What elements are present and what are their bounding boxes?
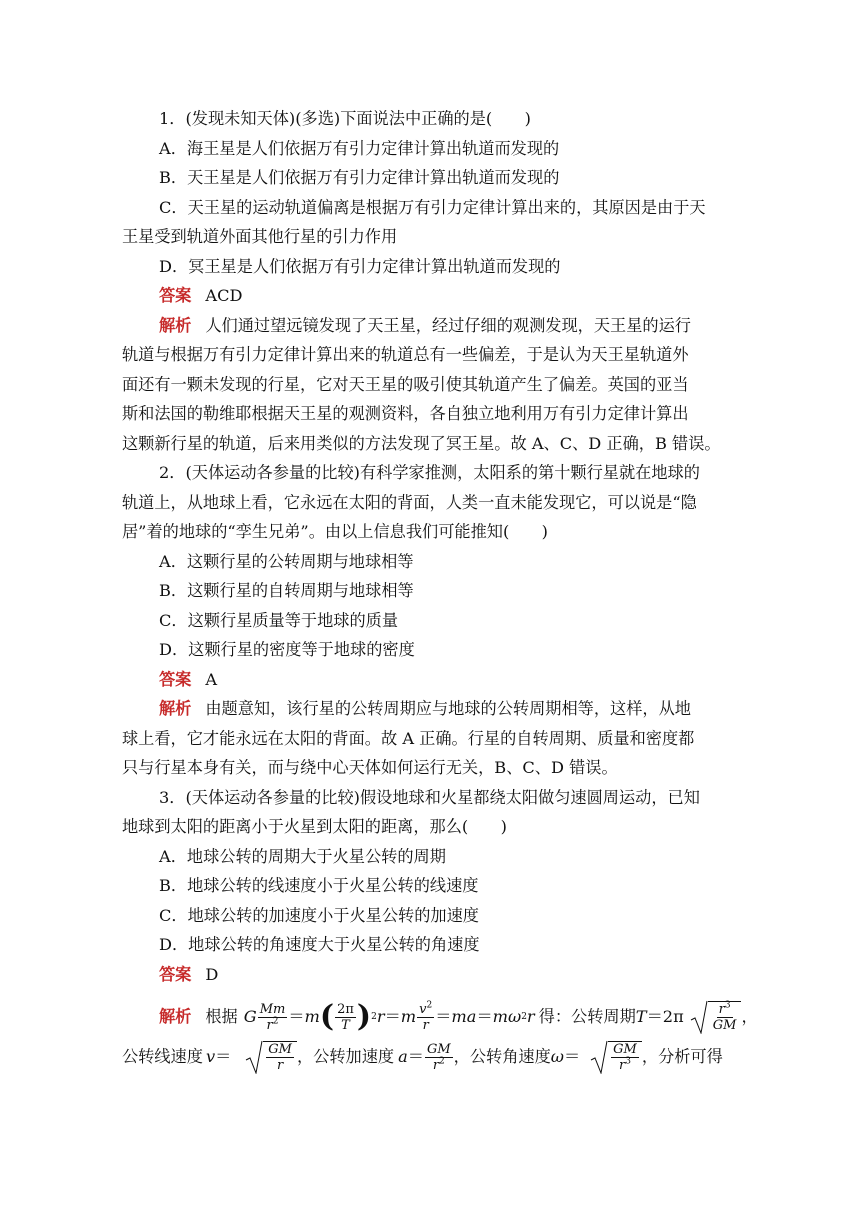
- answer-value: A: [205, 669, 218, 689]
- q1-option-a: A．海王星是人们依据万有引力定律计算出轨道而发现的: [159, 138, 560, 158]
- fraction-v2-r: $\frac{v^2}{r}$: [419, 1000, 433, 1033]
- q3-analysis-formula-line1: 解析 根据 G $\frac{Mm}{r^2}$ ＝ m ( $\frac{2\pi}{T}$ ) 2 r ＝ m $\frac{v^2}{r}$ ＝ ma ＝ mω 2 r 得：公转周期 T ＝2π $\frac{r^3}{GM}$ ，: [159, 999, 758, 1034]
- comma: ，: [296, 1047, 314, 1067]
- q1-answer: [122, 281, 740, 311]
- gravity-formula: G: [243, 1007, 257, 1027]
- q2-stem-line3: 居”着的地球的“孪生兄弟”。由以上信息我们可能推知( ): [122, 522, 548, 541]
- analysis-label: 解析: [159, 315, 192, 335]
- equals-sign: ＝: [476, 1007, 493, 1027]
- comma: ，: [741, 1007, 758, 1027]
- comma: ，: [453, 1047, 470, 1067]
- answer-label: 答案: [159, 964, 192, 984]
- q3-option-a: A．地球公转的周期大于火星公转的周期: [159, 846, 446, 866]
- q2-option-c: C．这颗行星质量等于地球的质量: [159, 610, 399, 630]
- symbol-r: r: [526, 1007, 535, 1027]
- analysis-text: 人们通过望远镜发现了天王星，经过仔细的观测发现，天王星的运行: [205, 315, 691, 335]
- symbol-m-omega2-r: mω: [492, 1007, 522, 1027]
- q1-option-b: B．天王星是人们依据万有引力定律计算出轨道而发现的: [159, 168, 560, 187]
- q3-stem-line1: 3．(天体运动各参量的比较)假设地球和火星都绕太阳做匀速圆周运动，已知: [159, 787, 700, 807]
- sqrt-gm-r3: $\frac{GM}{r^3}$: [590, 1040, 642, 1074]
- document-page: [122, 104, 758, 1077]
- q2-option-d: D．这颗行星的密度等于地球的密度: [159, 640, 415, 659]
- fraction-mm-r2: $\frac{Mm}{r^2}$: [259, 1001, 286, 1033]
- analysis-text: 由题意知，该行星的公转周期应与地球的公转周期相等，这样，从地: [205, 699, 691, 718]
- symbol-r: r: [376, 1007, 385, 1027]
- symbol-t: T: [635, 1007, 647, 1027]
- answer-label: 答案: [159, 286, 192, 305]
- symbol-omega: ω: [550, 1047, 564, 1067]
- q2-stem-line1: 2．(天体运动各参量的比较)有科学家推测，太阳系的第十颗行星就在地球的: [159, 463, 700, 482]
- q1-analysis-line5: 这颗新行星的轨道，后来用类似的方法发现了冥王星。故 A、C、D 正确，B 错误。: [122, 433, 721, 453]
- q2-analysis-line3: 只与行星本身有关，而与绕中心天体如何运行无关，B、C、D 错误。: [122, 758, 618, 777]
- q1-stem: 1．(发现未知天体)(多选)下面说法中正确的是( ): [159, 109, 531, 128]
- q2-analysis-line1: [122, 694, 740, 724]
- analysis-label: 解析: [159, 1007, 192, 1027]
- equals-sign: ＝: [288, 1007, 305, 1027]
- analysis-text: 公转角速度: [469, 1047, 551, 1067]
- q1-analysis-line3: 面还有一颗未发现的行星，它对天王星的吸引使其轨道产生了偏差。英国的亚当: [122, 374, 689, 394]
- q1-option-c-line2: 王星受到轨道外面其他行星的引力作用: [122, 227, 398, 246]
- equals-sign: ＝: [215, 1047, 232, 1067]
- symbol-v: v: [205, 1047, 216, 1067]
- q1-option-d: D．冥王星是人们依据万有引力定律计算出轨道而发现的: [159, 256, 561, 276]
- fraction-gm-r2: $\frac{GM}{r^2}$: [426, 1041, 451, 1073]
- answer-value: D: [205, 964, 219, 984]
- equals-sign: ＝: [435, 1007, 452, 1027]
- q2-option-a: A．这颗行星的公转周期与地球相等: [159, 551, 414, 571]
- sqrt-gm-r: $\frac{GM}{r}$: [245, 1040, 297, 1074]
- equals-sign: ＝2π: [646, 1007, 684, 1027]
- q3-option-d: D．地球公转的角速度大于火星公转的角速度: [159, 935, 480, 954]
- answer-value: ACD: [205, 286, 243, 305]
- comma: ，: [641, 1047, 659, 1067]
- q1-analysis-line2: 轨道与根据万有引力定律计算出来的轨道总有一些偏差，于是认为天王星轨道外: [122, 345, 689, 364]
- q2-option-b: B．这颗行星的自转周期与地球相等: [159, 581, 414, 600]
- q1-option-c-line1: C．天王星的运动轨道偏离是根据万有引力定律计算出来的，其原因是由于天: [159, 197, 706, 217]
- analysis-text: 得：公转周期: [538, 1007, 636, 1027]
- equals-sign: ＝: [384, 1007, 401, 1027]
- analysis-text: 根据: [205, 1007, 238, 1027]
- q3-answer: [122, 960, 740, 990]
- symbol-a: a: [398, 1047, 408, 1067]
- q1-analysis-line4: 斯和法国的勒维耶根据天王星的观测资料，各自独立地利用万有引力定律计算出: [122, 404, 689, 423]
- q3-stem-line2: 地球到太阳的距离小于火星到太阳的距离，那么( ): [122, 817, 507, 836]
- analysis-text: 公转线速度: [122, 1047, 203, 1067]
- analysis-label: 解析: [159, 699, 192, 718]
- symbol-m: m: [304, 1007, 320, 1027]
- symbol-ma: ma: [451, 1007, 477, 1027]
- analysis-text: 分析可得: [658, 1047, 723, 1067]
- q3-analysis-formula-line2: [122, 1037, 740, 1077]
- q2-analysis-line2: 球上看，它才能永远在太阳的背面。故 A 正确。行星的自转周期、质量和密度都: [122, 728, 695, 748]
- sqrt-r3-gm: $\frac{r^3}{GM}$: [690, 1000, 742, 1034]
- q2-answer: [122, 665, 740, 695]
- analysis-text: 公转加速度: [313, 1047, 395, 1067]
- right-paren: ): [356, 999, 372, 1034]
- left-paren: (: [319, 999, 335, 1034]
- equals-sign: ＝: [407, 1047, 424, 1067]
- symbol-m: m: [400, 1007, 417, 1027]
- q1-analysis-line1: [122, 311, 740, 341]
- fraction-2pi-t: $\frac{2\pi}{T}$: [337, 1001, 354, 1033]
- q3-option-b: B．地球公转的线速度小于火星公转的线速度: [159, 876, 479, 895]
- q2-stem-line2: 轨道上，从地球上看，它永远在太阳的背面，人类一直未能发现它，可以说是“隐: [122, 492, 697, 512]
- equals-sign: ＝: [563, 1047, 581, 1067]
- answer-label: 答案: [159, 669, 192, 689]
- q3-option-c: C．地球公转的加速度小于火星公转的加速度: [159, 905, 479, 925]
